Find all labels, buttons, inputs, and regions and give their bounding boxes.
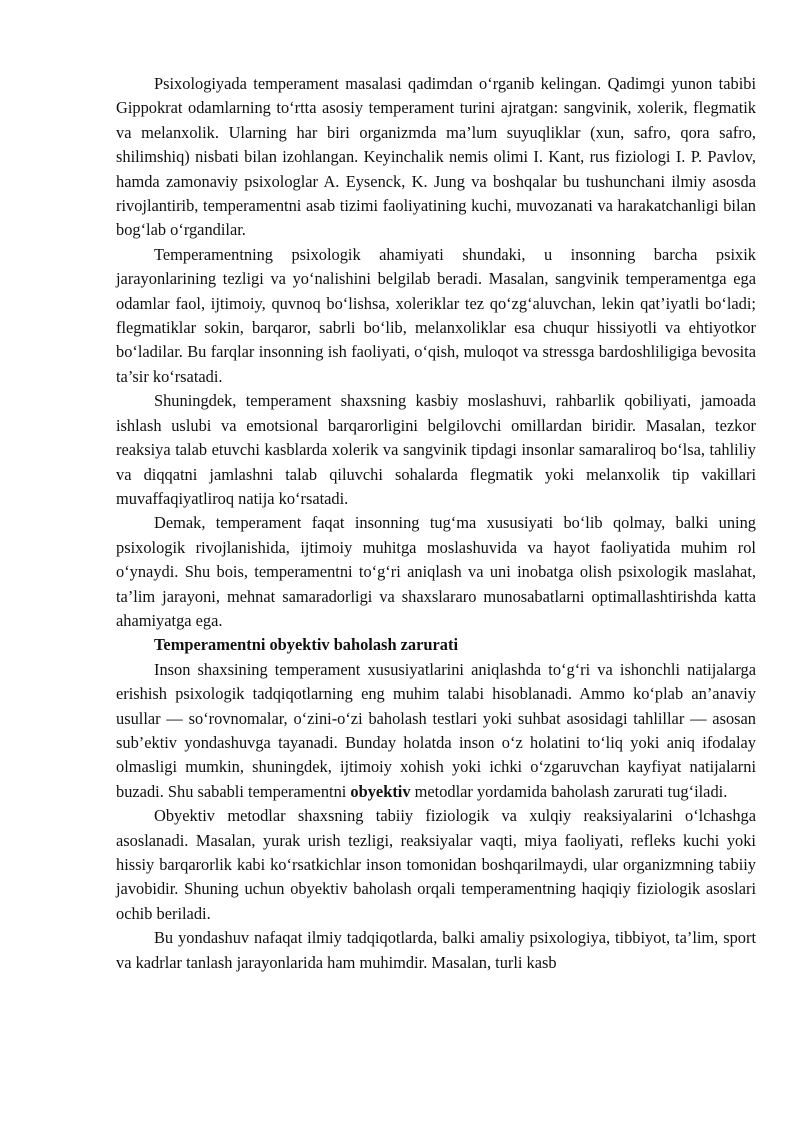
paragraph-objective-need	[116, 658, 756, 804]
paragraph-applications: Bu yondashuv nafaqat ilmiy tadqiqotlarda, balki amaliy psixologiya, tibbiyot, ta’lim, sport va kadrlar tanlash jarayonlarida ham muhimdir. Masalan, turli kasb	[116, 928, 756, 972]
document-page	[116, 72, 756, 975]
paragraph-conclusion: Demak, temperament faqat insonning tug‘ma xususiyati bo‘lib qolmay, balki uning psixologik rivojlanishida, ijtimoiy muhitga moslashuvida va hayot faoliyatida muhim rol o‘ynaydi. Shu bois, temperamentni to‘g‘ri aniqlash va uni inobatga olish psixologik maslahat, ta’lim jarayoni, mehnat samaradorligi va shaxslararo munosabatlarni optimallashtirishda katta ahamiyatga ega.	[116, 513, 756, 630]
paragraph-text-end: metodlar yordamida baholash zarurati tug‘iladi.	[410, 781, 728, 801]
bold-term: obyektiv	[350, 781, 411, 801]
paragraph-objective-methods: Obyektiv metodlar shaxsning tabiiy fiziologik va xulqiy reaksiyalarini o‘lchashga asoslanadi. Masalan, yurak urish tezligi, reaksiyalar vaqti, miya faoliyati, refleks kuchi yoki hissiy barqarorlik kabi ko‘rsatkichlar inson tomonidan boshqarilmaydi, ular organizmning tabiiy javobidir. Shuning uchun obyektiv baholash orqali temperamentning haqiqiy fiziologik asoslari ochib beriladi.	[116, 806, 756, 923]
paragraph-significance: Temperamentning psixologik ahamiyati shundaki, u insonning barcha psixik jarayonlarining tezligi va yo‘nalishini belgilab beradi. Masalan, sangvinik temperamentga ega odamlar faol, ijtimoiy, quvnoq bo‘lishsa, xoleriklar tez qo‘zg‘aluvchan, lekin qat’iyatli bo‘ladi; flegmatiklar sokin, barqaror, sabrli bo‘lib, melanxoliklar esa chuqur hissiyotli va ehtiyotkor bo‘ladilar. Bu farqlar insonning ish faoliyati, o‘qish, muloqot va stressga bardoshliligiga bevosita ta’sir ko‘rsatadi.	[116, 244, 756, 386]
paragraph-professional: Shuningdek, temperament shaxsning kasbiy moslashuvi, rahbarlik qobiliyati, jamoada ishlash uslubi va emotsional barqarorligini belgilovchi omillardan biridir. Masalan, tezkor reaksiya talab etuvchi kasblarda xolerik va sangvinik tipdagi insonlar samaraliroq bo‘lsa, tahliliy va diqqatni jamlashni talab qiluvchi sohalarda flegmatik yoki melanxolik tip vakillari muvaffaqiyatliroq natija ko‘rsatadi.	[116, 391, 756, 508]
paragraph-text-start: Inson shaxsining temperament xususiyatlarini aniqlashda to‘g‘ri va ishonchli natijalarga erishish psixologik tadqiqotlarning eng muhim talabi hisoblanadi. Ammo ko‘plab an’anaviy usullar — so‘rovnomalar, o‘zini-o‘zi baholash testlari yoki suhbat asosidagi tahlillar — asosan sub’ektiv yondashuvga tayanadi. Bunday holatda inson o‘z holatini to‘liq yoki aniq ifodalay olmasligi mumkin, shuningdek, ijtimoiy xohish yoki ichki o‘zgaruvchan kayfiyat natijalarni buzadi. Shu sababli temperamentni	[116, 659, 756, 801]
section-heading: Temperamentni obyektiv baholash zarurati	[154, 635, 458, 655]
paragraph-history: Psixologiyada temperament masalasi qadimdan o‘rganib kelingan. Qadimgi yunon tabibi Gippokrat odamlarning to‘rtta asosiy temperament turini ajratgan: sangvinik, xolerik, flegmatik va melanxolik. Ularning har biri organizmda ma’lum suyuqliklar (xun, safro, qora safro, shilimshiq) nisbati bilan izohlangan. Keyinchalik nemis olimi I. Kant, rus fiziologi I. P. Pavlov, hamda zamonaviy psixologlar A. Eysenck, K. Jung va boshqalar bu tushunchani ilmiy asosda rivojlantirib, temperamentni asab tizimi faoliyatining kuchi, muvozanati va harakatchanligi bilan bog‘lab o‘rgandilar.	[116, 74, 756, 240]
